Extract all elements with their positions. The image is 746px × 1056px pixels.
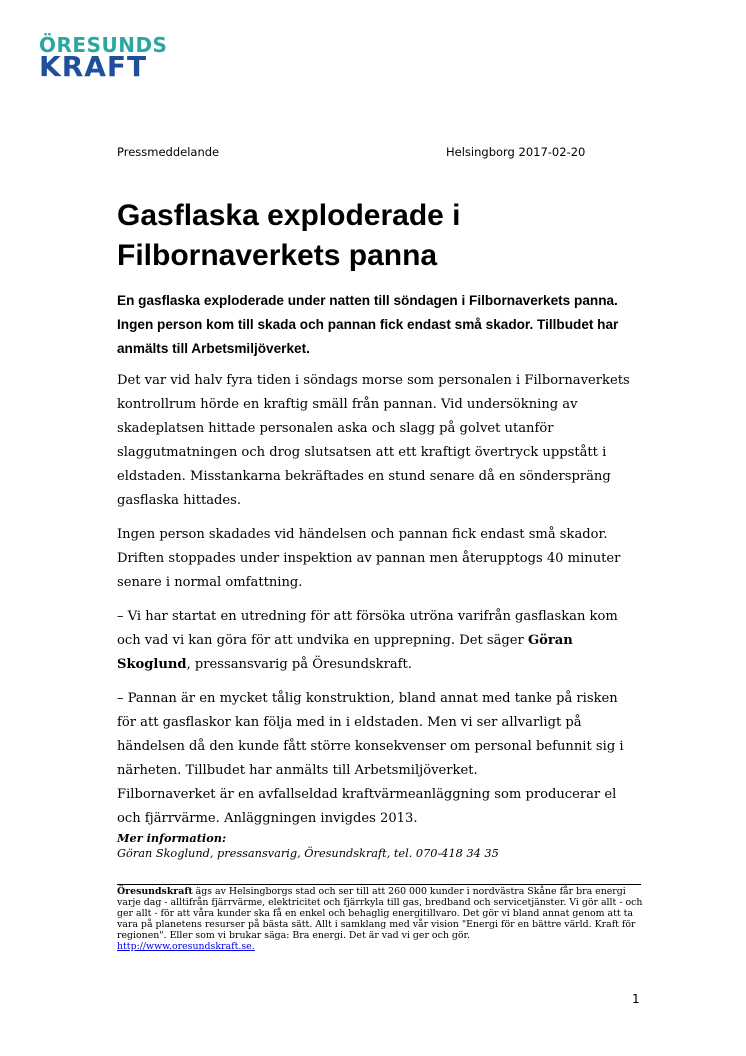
more-information [117,831,637,861]
lead-paragraph: En gasflaska exploderade under natten till söndagen i Filbornaverkets panna. Ingen person kom till skada och pannan fick endast små skador. Tillbudet har anmälts till Arbetsmiljöverket. [117,293,619,356]
body-paragraph-2: Ingen person skadades vid händelsen och pannan fick endast små skador. Driften stoppades under inspektion av pannan men återupptogs 40 minuter senare i normal omfattning. [117,527,621,590]
footer-text: ägs av Helsingborgs stad och ser till att 260 000 kunder i nordvästra Skåne får bra energi varje dag - alltifrån fjärrvärme, elektricitet och fjärrkyla till gas, bredband och servicetjänster. Vi gör allt - och ger allt - för att våra kunder ska få en enkel och behaglig energitillvaro. Det gör vi bland annat genom att ta vara på planetens resurser på bästa sätt. Allt i samklang med vår vision "Energi för en bättre värld. Kraft för regionen". Eller som vi brukar säga: Bra energi. Det är vad vi ger och gör. [117,886,643,941]
more-info-heading: Mer information: [117,831,227,845]
logo-line-oresunds: ÖRESUNDS [39,33,168,57]
body-paragraph-1: Det var vid halv fyra tiden i söndags morse som personalen i Filbornaverkets kontrollrum hörde en kraftig smäll från pannan. Vid undersökning av skadeplatsen hittade personalen aska och slagg på golvet utanför slaggutmatningen och drog slutsatsen att ett kraftigt övertryck uppstått i eldstaden. Misstankarna bekräftades en stund senare då en sönderspräng gasflaska hittades. [117,373,630,508]
spokesperson-name: Göran Skoglund [117,633,573,672]
website-link[interactable]: http://www.oresundskraft.se. [117,941,255,952]
footer-divider [117,884,641,885]
quote-attribution: , pressansvarig på Öresundskraft. [186,657,412,672]
company-boilerplate [117,886,647,952]
company-logo [39,35,171,81]
place-date: Helsingborg 2017-02-20 [446,145,586,159]
quote-text: – Vi har startat en utredning för att försöka utröna varifrån gasflaskan kom och vad vi kan göra för att undvika en upprepning. Det säger [117,609,618,648]
body-paragraph-4: – Pannan är en mycket tålig konstruktion, bland annat med tanke på risken för att gasflaskor kan följa med in i eldstaden. Men vi ser allvarligt på händelsen då den kunde fått större konsekvenser om personal befunnit sig i närheten. Tillbudet har anmälts till Arbetsmiljöverket. [117,691,624,778]
body-paragraph-5: Filbornaverket är en avfallseldad kraftvärmeanläggning som producerar el och fjärrvärme. Anläggningen invigdes 2013. [117,787,617,826]
contact-line: Göran Skoglund, pressansvarig, Öresundskraft, tel. 070-418 34 35 [117,847,499,860]
footer-company-name: Öresundskraft [117,886,193,897]
document-type: Pressmeddelande [117,145,220,159]
body-paragraph-3 [117,605,637,677]
press-release-title: Gasflaska exploderade i Filbornaverkets panna [117,199,461,272]
logo-line-kraft: KRAFT [39,50,148,83]
page-number: 1 [632,992,640,1006]
article-body [117,369,637,831]
